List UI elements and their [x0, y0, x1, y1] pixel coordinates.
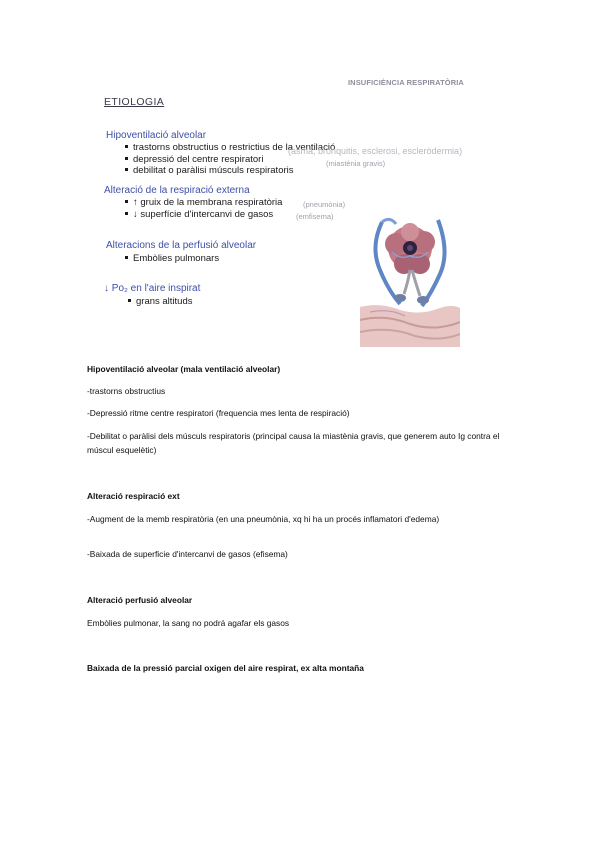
notes-paragraph-8: Alteració perfusió alveolar	[87, 595, 193, 605]
notes-paragraph-9: Embòlies pulmonar, la sang no podrá agafar els gasos	[87, 618, 290, 628]
note-miastenia: (miastènia gravis)	[326, 159, 386, 168]
notes-paragraph-4: -Debilitat o paràlisi dels músculs respiratoris (principal causa la miastènia gravis, que generem auto Ig contra el múscul esquelètic)	[87, 431, 500, 455]
note-emfisema: (emfisema)	[296, 212, 334, 221]
section-title-po2: ↓ Po₂ en l'aire inspirat	[104, 283, 201, 294]
notes-paragraph-6: -Augment de la memb respiratòria (en una pneumònia, xq hi ha un procés inflamatori d'edema)	[87, 514, 440, 524]
bullet-altituds: grans altituds	[128, 296, 193, 307]
section-title-alteracio-respiracio: Alteració de la respiració externa	[104, 185, 250, 196]
notes-paragraph-1: Hipoventilació alveolar (mala ventilació alveolar)	[87, 364, 281, 374]
notes-paragraph-7: -Baixada de superficie d'intercanvi de gasos (efisema)	[87, 549, 288, 559]
ghost-note: (asma, bronquitis, esclerosi, escleròdermia)	[288, 146, 463, 156]
bullet-superficie: ↓ superfície d'intercanvi de gasos	[125, 209, 273, 220]
bullet-depressio: depressió del centre respiratori	[125, 154, 263, 165]
section-title-hipoventilacio: Hipoventilació alveolar	[106, 130, 207, 141]
note-pneumonia: (pneumònia)	[303, 200, 346, 209]
bullet-embolies: Embòlies pulmonars	[125, 253, 219, 264]
bullet-gruix: ↑ gruix de la membrana respiratòria	[125, 197, 282, 208]
slide-image	[0, 0, 600, 340]
notes-paragraph-2: -trastorns obstructius	[87, 386, 166, 396]
section-title-perfusio: Alteracions de la perfusió alveolar	[106, 240, 257, 251]
notes-paragraph-5: Alteració respiració ext	[87, 491, 180, 501]
notes-paragraph-3: -Depressió ritme centre respiratori (frequencia mes lenta de respiració)	[87, 408, 350, 418]
alveolus-illustration	[360, 212, 460, 347]
bullet-debilitat: debilitat o paràlisi músculs respiratoris	[125, 165, 294, 176]
notes-paragraph-10: Baixada de la pressió parcial oxigen del aire respirat, ex alta montaña	[87, 663, 364, 673]
bullet-trastorns: trastorns obstructius o restrictius de la ventilació	[125, 142, 335, 153]
slide-heading: ETIOLOGIA	[104, 96, 165, 108]
slide-header: INSUFICIÈNCIA RESPIRATÒRIA	[348, 78, 464, 87]
